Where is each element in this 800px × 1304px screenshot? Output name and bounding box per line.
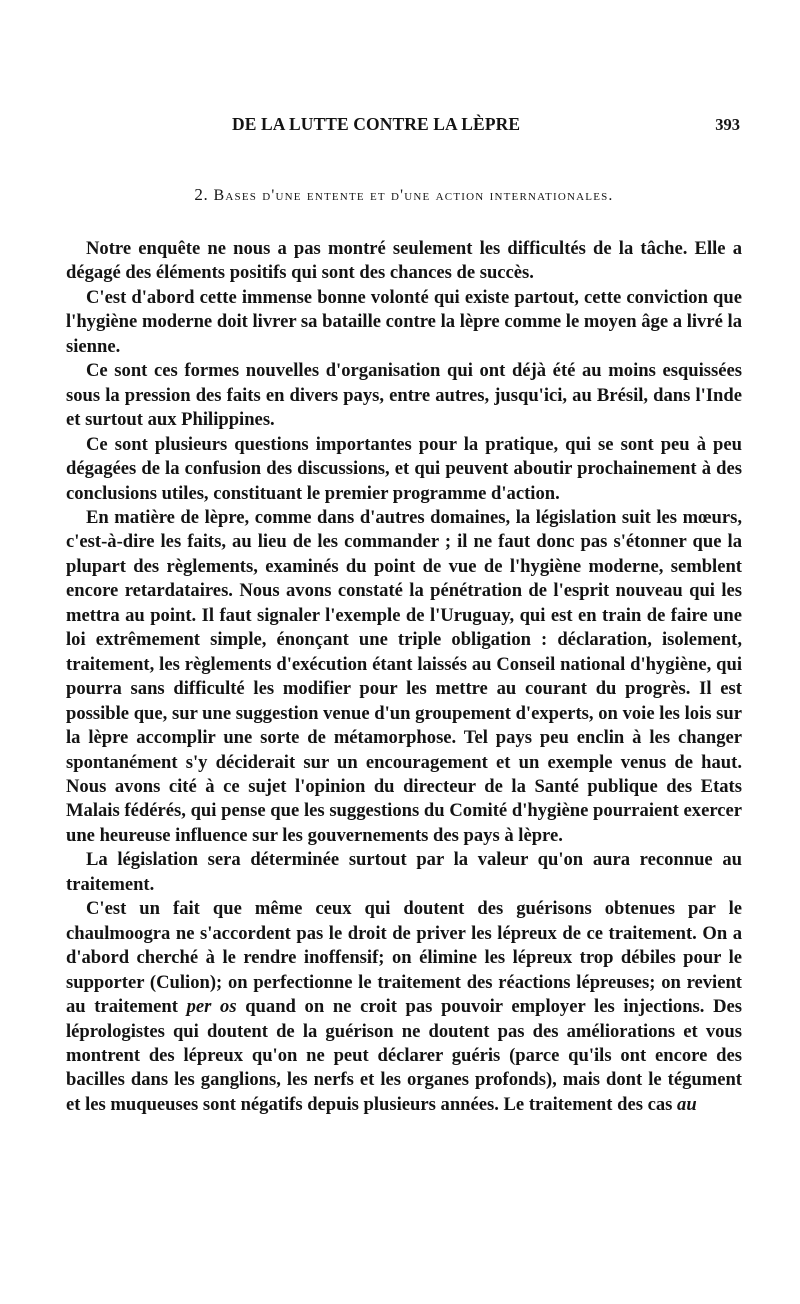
- paragraph: La législation sera déterminée surtout par la valeur qu'on aura reconnue au traitement.: [66, 849, 742, 895]
- body-text: [66, 237, 742, 1117]
- paragraph-text: C'est un fait que même ceux qui doutent des guérisons obtenues par le chaulmoogra ne s'accordent pas le droit de priver les lépreux de ce traitement. On a d'abord cherché à le rendre inoffensif; on élimine les lépreux trop débiles pour le supporter (Culion); on perfectionne le traitement des réactions lépreuses; on revient au traitement: [66, 898, 742, 1018]
- section-title: Bases d'une entente et d'une action internationales.: [213, 187, 614, 204]
- section-heading: [66, 185, 742, 205]
- paragraph: Ce sont plusieurs questions importantes pour la pratique, qui se sont peu à peu dégagées de la confusion des discussions, et qui peuvent aboutir prochainement à des conclusions utiles, constituant le premier programme d'action.: [66, 433, 742, 504]
- paragraph: Ce sont ces formes nouvelles d'organisation qui ont déjà été au moins esquissées sous la pression des faits en divers pays, entre autres, jusqu'ici, au Brésil, dans l'Inde et surtout aux Philippines.: [66, 360, 742, 431]
- paragraph: Notre enquête ne nous a pas montré seulement les difficultés de la tâche. Elle a dégagé des éléments positifs qui sont des chances de succès.: [66, 238, 742, 284]
- paragraph: C'est d'abord cette immense bonne volonté qui existe partout, cette conviction que l'hygiène moderne doit livrer sa bataille contre la lèpre comme le moyen âge a livré la sienne.: [66, 286, 742, 357]
- book-page: [66, 0, 742, 1304]
- running-title: DE LA LUTTE CONTRE LA LÈPRE: [232, 114, 521, 134]
- running-head: [66, 114, 742, 140]
- italic-term: per os: [186, 996, 237, 1018]
- page-number: 393: [715, 115, 740, 134]
- italic-word: au: [677, 1093, 697, 1115]
- section-number: 2.: [194, 185, 209, 204]
- paragraph-text: quand on ne croit pas pouvoir employer les injections. Des léprologistes qui doutent de la guérison ne doutent pas des améliorations et vous montrent des lépreux qu'on ne peut déclarer guéris (parce qu'ils ont encore des bacilles dans les ganglions, les nerfs et les organes profonds), mais dont le tégument et les muqueuses sont négatifs depuis plusieurs années. Le traitement des cas: [66, 996, 743, 1115]
- paragraph: En matière de lèpre, comme dans d'autres domaines, la législation suit les mœurs, c'est-à-dire les faits, au lieu de les commander ; il ne faut donc pas s'étonner que la plupart des règlements, examinés du point de vue de l'hygiène moderne, semblent encore retardataires. Nous avons constaté la pénétration de l'esprit nouveau qui les mettra au point. Il faut signaler l'exemple de l'Uruguay, qui est en train de faire une loi extrêmement simple, énonçant une triple obligation : déclaration, isolement, traitement, les règlements d'exécution étant laissés au Conseil national d'hygiène, qui pourra sans difficulté les modifier pour les mettre au courant du progrès. Il est possible que, sur une suggestion venue d'un groupement d'experts, on voie les lois sur la lèpre accomplir une sorte de métamorphose. Tel pays peu enclin à les changer spontanément s'y déciderait sur un encouragement et un exemple venus de haut. Nous avons cité à ce sujet l'opinion du directeur de la Santé publique des Etats Malais fédérés, qui pense que les suggestions du Comité d'hygiène pourraient exercer une heureuse influence sur les gouvernements des pays à lèpre.: [66, 506, 742, 846]
- paragraph: [66, 897, 742, 1117]
